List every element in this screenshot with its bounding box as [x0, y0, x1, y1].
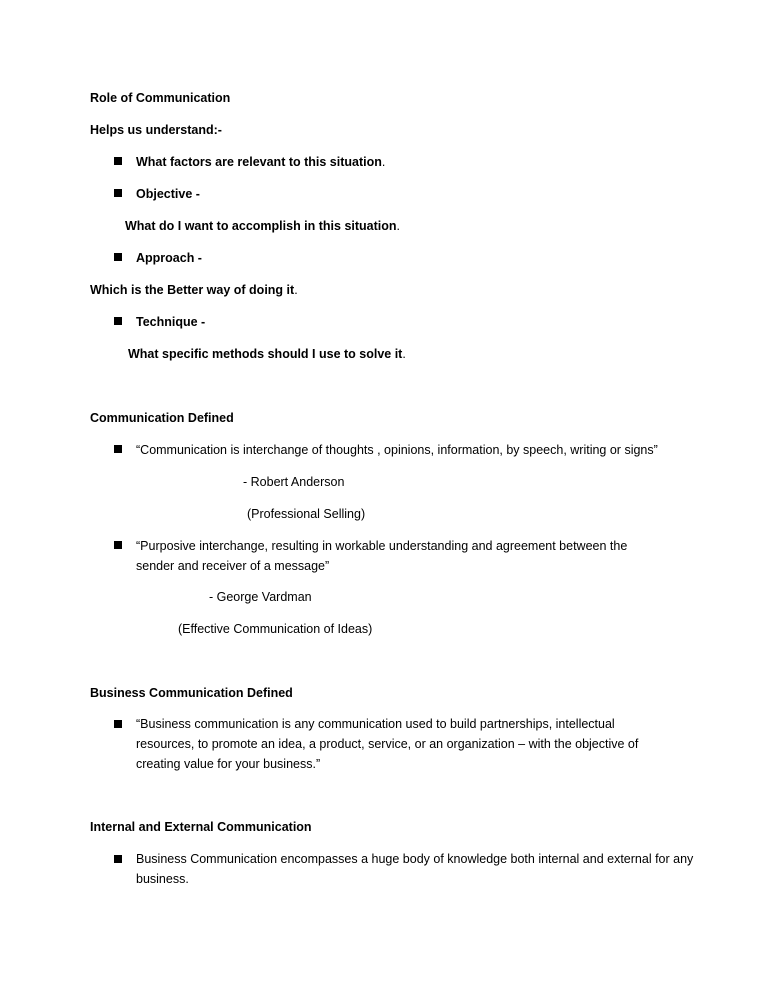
objective-text: [125, 216, 400, 236]
section-heading-role: Role of Communication: [90, 91, 231, 105]
section-heading-business-defined: Business Communication Defined: [90, 686, 293, 700]
bullet-icon: [114, 253, 122, 261]
bullet-icon: [114, 855, 122, 863]
intro-text: Helps us understand:-: [90, 123, 222, 137]
list-item-technique: Technique -: [136, 315, 206, 329]
source-vardman: (Effective Communication of Ideas): [178, 622, 373, 636]
bullet-icon: [114, 541, 122, 549]
source-anderson: (Professional Selling): [247, 507, 366, 521]
list-item-approach: Approach -: [136, 251, 202, 265]
technique-question: What specific methods should I use to solve it: [128, 347, 403, 361]
technique-text: [128, 344, 406, 364]
bullet-icon: [114, 157, 122, 165]
author-vardman: - George Vardman: [209, 590, 312, 604]
factors-text: What factors are relevant to this situation: [136, 155, 382, 169]
bullet-icon: [114, 189, 122, 197]
bullet-icon: [114, 720, 122, 728]
period: .: [402, 347, 406, 361]
objective-question: What do I want to accomplish in this situation: [125, 219, 397, 233]
list-item-factors: [136, 152, 385, 172]
bullet-icon: [114, 317, 122, 325]
period: .: [294, 283, 298, 297]
section-heading-internal-external: Internal and External Communication: [90, 820, 312, 834]
period: .: [381, 155, 386, 169]
list-item-objective: Objective -: [136, 187, 200, 201]
quote-business: “Business communication is any communication used to build partnerships, intellectual resources, to promote an idea, a product, service, or an organization – with the objective of creating value for your business.”: [136, 717, 639, 771]
approach-question: Which is the Better way of doing it: [90, 283, 295, 297]
quote-vardman: “Purposive interchange, resulting in workable understanding and agreement between the sender and receiver of a message”: [136, 539, 628, 573]
bullet-icon: [114, 445, 122, 453]
author-anderson: - Robert Anderson: [243, 475, 345, 489]
approach-text: [90, 280, 298, 300]
internal-external-text: Business Communication encompasses a huge body of knowledge both internal and external for any business.: [136, 852, 694, 886]
period: .: [396, 219, 401, 233]
quote-anderson: “Communication is interchange of thoughts , opinions, information, by speech, writing or signs”: [136, 443, 658, 457]
section-heading-communication-defined: Communication Defined: [90, 411, 234, 425]
